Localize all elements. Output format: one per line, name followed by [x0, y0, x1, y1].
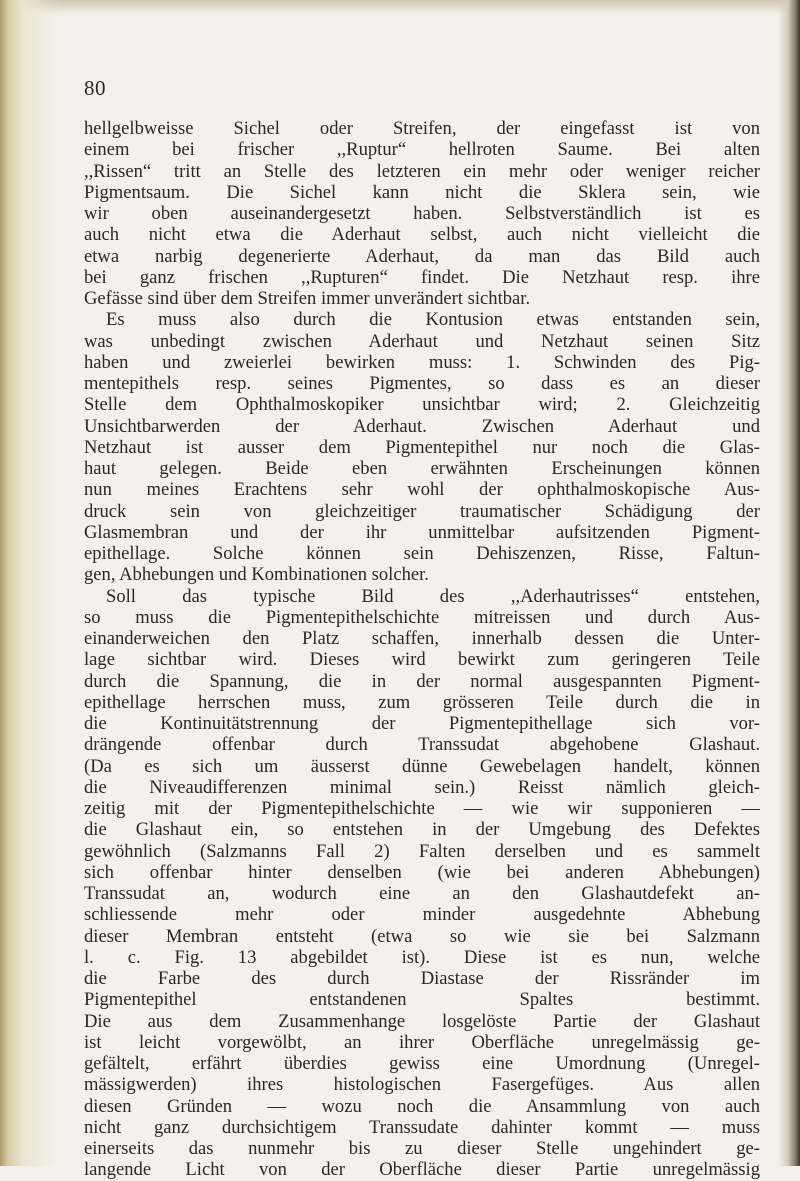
text-line: Soll das typische Bild des ,,Aderhautrisses“ entstehen,	[106, 585, 760, 607]
text-line: (Da es sich um äusserst dünne Gewebelagen handelt, können	[84, 755, 760, 777]
text-line: Gefässe sind über dem Streifen immer unverändert sichtbar.	[84, 288, 531, 309]
text-line: lage sichtbar wird. Dieses wird bewirkt zum geringeren Teile	[84, 649, 760, 671]
text-line: die Kontinuitätstrennung der Pigmentepithellage sich vor-	[84, 713, 760, 734]
text-line: gefältelt, erfährt überdies gewiss eine Umordnung (Unregel-	[84, 1053, 760, 1074]
text-line: nun meines Erachtens sehr wohl der ophthalmoskopische Aus-	[84, 479, 760, 501]
text-line: Pigmentepithel entstandenen Spaltes bestimmt.	[84, 989, 760, 1011]
text-line: langende Licht von der Oberfläche dieser Partie unregelmässig	[84, 1159, 760, 1181]
text-line: ist leicht vorgewölbt, an ihrer Oberfläche unregelmässig ge-	[84, 1031, 760, 1053]
text-line: l. c. Fig. 13 abgebildet ist). Diese ist es nun, welche	[84, 946, 760, 968]
text-line: drängende offenbar durch Transsudat abgehobene Glashaut.	[84, 734, 760, 756]
text-line: Netzhaut ist ausser dem Pigmentepithel nur noch die Glas-	[84, 436, 760, 458]
text-line: die Farbe des durch Diastase der Rissränder im	[84, 968, 760, 989]
text-line: epithellage herrschen muss, zum grösseren Teile durch die in	[84, 691, 760, 713]
text-line: auch nicht etwa die Aderhaut selbst, auch nicht vielleicht die	[84, 224, 760, 246]
text-line: ,,Rissen“ tritt an Stelle des letzteren ein mehr oder weniger reicher	[84, 160, 760, 182]
book-gutter-shadow	[0, 0, 60, 1166]
text-line: mentepithels resp. seines Pigmentes, so dass es an dieser	[84, 373, 760, 394]
text-line: die Niveaudifferenzen minimal sein.) Reisst nämlich gleich-	[84, 776, 760, 798]
text-line: druck sein von gleichzeitiger traumatischer Schädigung der	[84, 500, 760, 522]
text-line: etwa narbig degenerierte Aderhaut, da man das Bild auch	[84, 245, 760, 267]
page-number: 80	[84, 76, 106, 100]
text-line: mässigwerden) ihres histologischen Fasergefüges. Aus allen	[84, 1074, 760, 1096]
text-line: so muss die Pigmentepithelschichte mitreissen und durch Aus-	[84, 606, 760, 628]
text-line: diesen Gründen — wozu noch die Ansammlung von auch	[84, 1095, 760, 1117]
text-line: durch die Spannung, die in der normal ausgespannten Pigment-	[84, 670, 760, 692]
text-line: Die aus dem Zusammenhange losgelöste Partie der Glashaut	[84, 1010, 760, 1032]
text-line: was unbedingt zwischen Aderhaut und Netzhaut seinen Sitz	[84, 330, 760, 352]
text-line: gewöhnlich (Salzmanns Fall 2) Falten derselben und es sammelt	[84, 840, 760, 862]
page-top-shadow	[0, 0, 800, 14]
text-line: wir oben auseinandergesetzt haben. Selbstverständlich ist es	[84, 203, 760, 224]
body-text	[84, 118, 760, 1181]
text-line: haut gelegen. Beide eben erwähnten Erscheinungen können	[84, 458, 760, 479]
text-line: Glasmembran und der ihr unmittelbar aufsitzenden Pigment-	[84, 521, 760, 543]
text-line: sich offenbar hinter denselben (wie bei anderen Abhebungen)	[84, 861, 760, 883]
text-line: zeitig mit der Pigmentepithelschichte — wie wir supponieren —	[84, 798, 760, 819]
text-line: bei ganz frischen ,,Rupturen“ findet. Die Netzhaut resp. ihre	[84, 266, 760, 288]
text-line: schliessende mehr oder minder ausgedehnte Abhebung	[84, 904, 760, 926]
text-line: nicht ganz durchsichtigem Transsudate dahinter kommt — muss	[84, 1116, 760, 1138]
text-line: einem bei frischer ,,Ruptur“ hellroten Saume. Bei alten	[84, 139, 760, 161]
text-line: Pigmentsaum. Die Sichel kann nicht die Sklera sein, wie	[84, 181, 760, 203]
text-line: einanderweichen den Platz schaffen, innerhalb dessen die Unter-	[84, 628, 760, 649]
text-line: gen, Abhebungen und Kombinationen solcher.	[84, 564, 429, 586]
text-line: Unsichtbarwerden der Aderhaut. Zwischen Aderhaut und	[84, 415, 760, 437]
text-line: Es muss also durch die Kontusion etwas entstanden sein,	[106, 309, 760, 331]
text-line: Transsudat an, wodurch eine an den Glashautdefekt an-	[84, 883, 760, 904]
text-line: die Glashaut ein, so entstehen in der Umgebung des Defektes	[84, 819, 760, 841]
text-line: dieser Membran entsteht (etwa so wie sie bei Salzmann	[84, 925, 760, 947]
text-line: hellgelbweisse Sichel oder Streifen, der eingefasst ist von	[84, 118, 760, 139]
page-edge-shadow	[778, 0, 800, 1166]
text-line: haben und zweierlei bewirken muss: 1. Schwinden des Pig-	[84, 351, 760, 373]
text-line: Stelle dem Ophthalmoskopiker unsichtbar wird; 2. Gleichzeitig	[84, 394, 760, 416]
text-line: einerseits das nunmehr bis zu dieser Stelle ungehindert ge-	[84, 1138, 760, 1159]
text-line: epithellage. Solche können sein Dehiszenzen, Risse, Faltun-	[84, 543, 760, 564]
